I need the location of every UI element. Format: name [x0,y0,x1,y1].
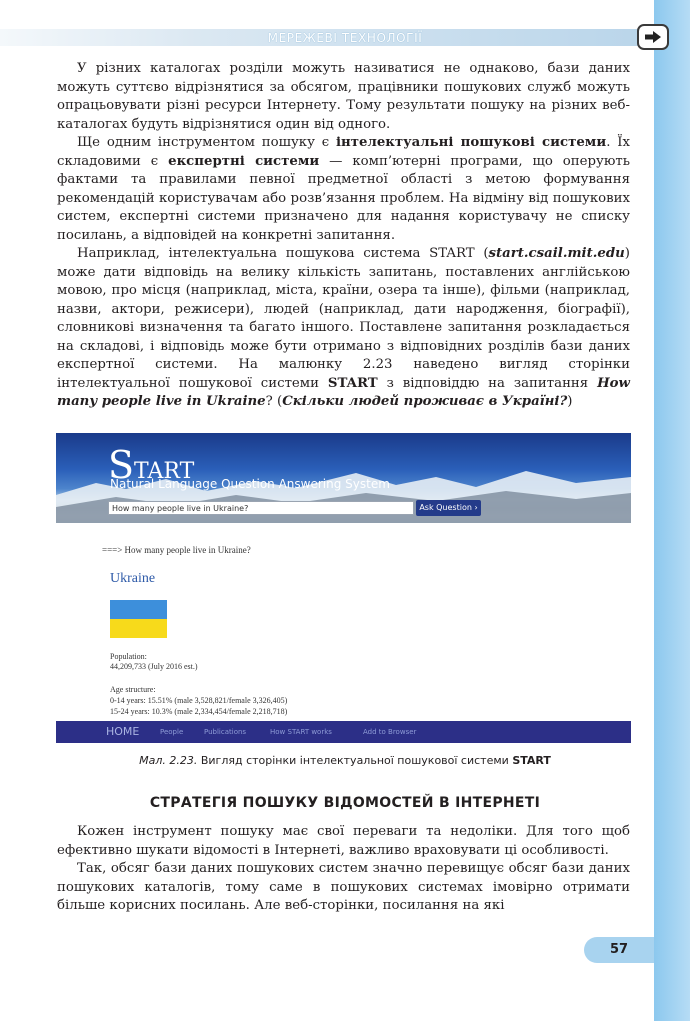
caption-label: Мал. 2.23. [139,754,198,767]
paragraph: Так, обсяг бази даних пошукових систем значно перевищує обсяг бази даних пошукових каталогів, тому саме в пошукових системах імовірно отримати більше корисних посилань. Але веб-сторінки, посилання на які [57,861,630,913]
search-input[interactable]: How many people live in Ukraine? [108,501,414,515]
question-uk: Скільки людей проживає в Україні? [282,394,568,409]
population-label: Population: [110,652,147,661]
population-value: 44,209,733 (July 2016 est.) [110,662,198,671]
nav-home[interactable]: HOME [106,725,140,738]
text-run: Ще одним інструментом пошуку є [77,135,336,150]
text-run: з відповіддю на запитання [377,375,598,391]
section-heading: СТРАТЕГІЯ ПОШУКУ ВІДОМОСТЕЙ В ІНТЕРНЕТІ [149,795,541,811]
age-structure-label: Age structure: [110,685,156,694]
paragraph [57,245,630,412]
term-expert-systems: експертні системи [168,153,320,169]
start-subtitle: Natural Language Question Answering System [110,477,390,491]
ask-question-label: Ask Question [419,503,472,512]
logo-initial: S [108,443,135,487]
nav-people[interactable]: People [160,728,184,736]
paragraph: У різних каталогах розділи можуть називатися не однаково, бази даних можуть суттєво відрізнятися за обсягом, працівники пошукових служб можуть опрацьовувати різні ресурси Інтернету. Тому результати пошуку на різних веб-каталогах будуть відрізнятися один від одного. [57,61,630,132]
page-side-band [654,0,690,1021]
start-banner [56,433,631,523]
figure-caption [0,754,690,767]
question-en: How many people live in Ukraine [57,375,630,409]
ukraine-flag-image [110,600,167,638]
text-run: Наприклад, інтелектуальна пошукова система START ( [77,246,489,261]
start-url: start.csail.mit.edu [488,246,625,261]
text-run: . Їх складовими є [57,135,630,169]
age-15-24: 15-24 years: 10.3% (male 2,334,454/female 2,218,718) [110,707,288,716]
page-number: 57 [610,942,629,957]
nav-add-to-browser[interactable]: Add to Browser [363,728,417,736]
age-0-14: 0-14 years: 15.51% (male 3,528,821/female 3,326,405) [110,696,288,705]
intro-text [57,60,630,412]
start-screenshot-figure [56,433,631,743]
nav-how-start-works[interactable]: How START works [270,728,332,736]
nav-publications[interactable]: Publications [204,728,247,736]
question-echo: ===> How many people live in Ukraine? [102,545,251,555]
paragraph [57,134,630,245]
arrow-right-icon[interactable] [637,24,669,50]
text-run: — комп’ютерні програми, що оперують фактами та правилами певної предметної області з метою формування рекомендацій користувачам або розв’язання проблем. На відміну від пошукових систем, експертні системи призначено для надання користувачу не списку посилань, а відповідей на конкретні запитання. [57,153,631,243]
ask-question-button[interactable]: Ask Question › [416,500,481,516]
caption-start: START [512,754,551,767]
paragraph: Кожен інструмент пошуку має свої переваги та недоліки. Для того щоб ефективно шукати відомості в Інтернеті, важливо враховувати ці особливості. [57,824,630,858]
term-intelligent-search: інтелектуальні пошукові системи [335,135,607,150]
logo-rest: TART [134,459,195,484]
text-run: ) може дати відповідь на велику кількість запитань, поставлених англійською мовою, про місця (наприклад, міста, країни, озера та інше), фільми (наприклад, назви, актори, режисери), людей (наприклад, дати народження, біографії), словникові визначення та багато іншого. Поставлене запитання розкладається на складові, і відповідь може бути отримано з відповідних розділів бази даних експертної системи. На малюнку 2.23 наведено вигляд сторінки інтелектуальної пошукової системи [57,246,630,391]
answer-country: Ukraine [110,571,156,586]
caption-text: Вигляд сторінки інтелектуальної пошукової системи [197,754,513,767]
text-run: ? ( [265,394,283,409]
term-start: START [327,375,378,391]
section-text [57,823,630,916]
text-run: ) [567,394,573,409]
start-nav-bar [56,721,631,743]
running-header: МЕРЕЖЕВІ ТЕХНОЛОГІЇ [267,31,423,45]
